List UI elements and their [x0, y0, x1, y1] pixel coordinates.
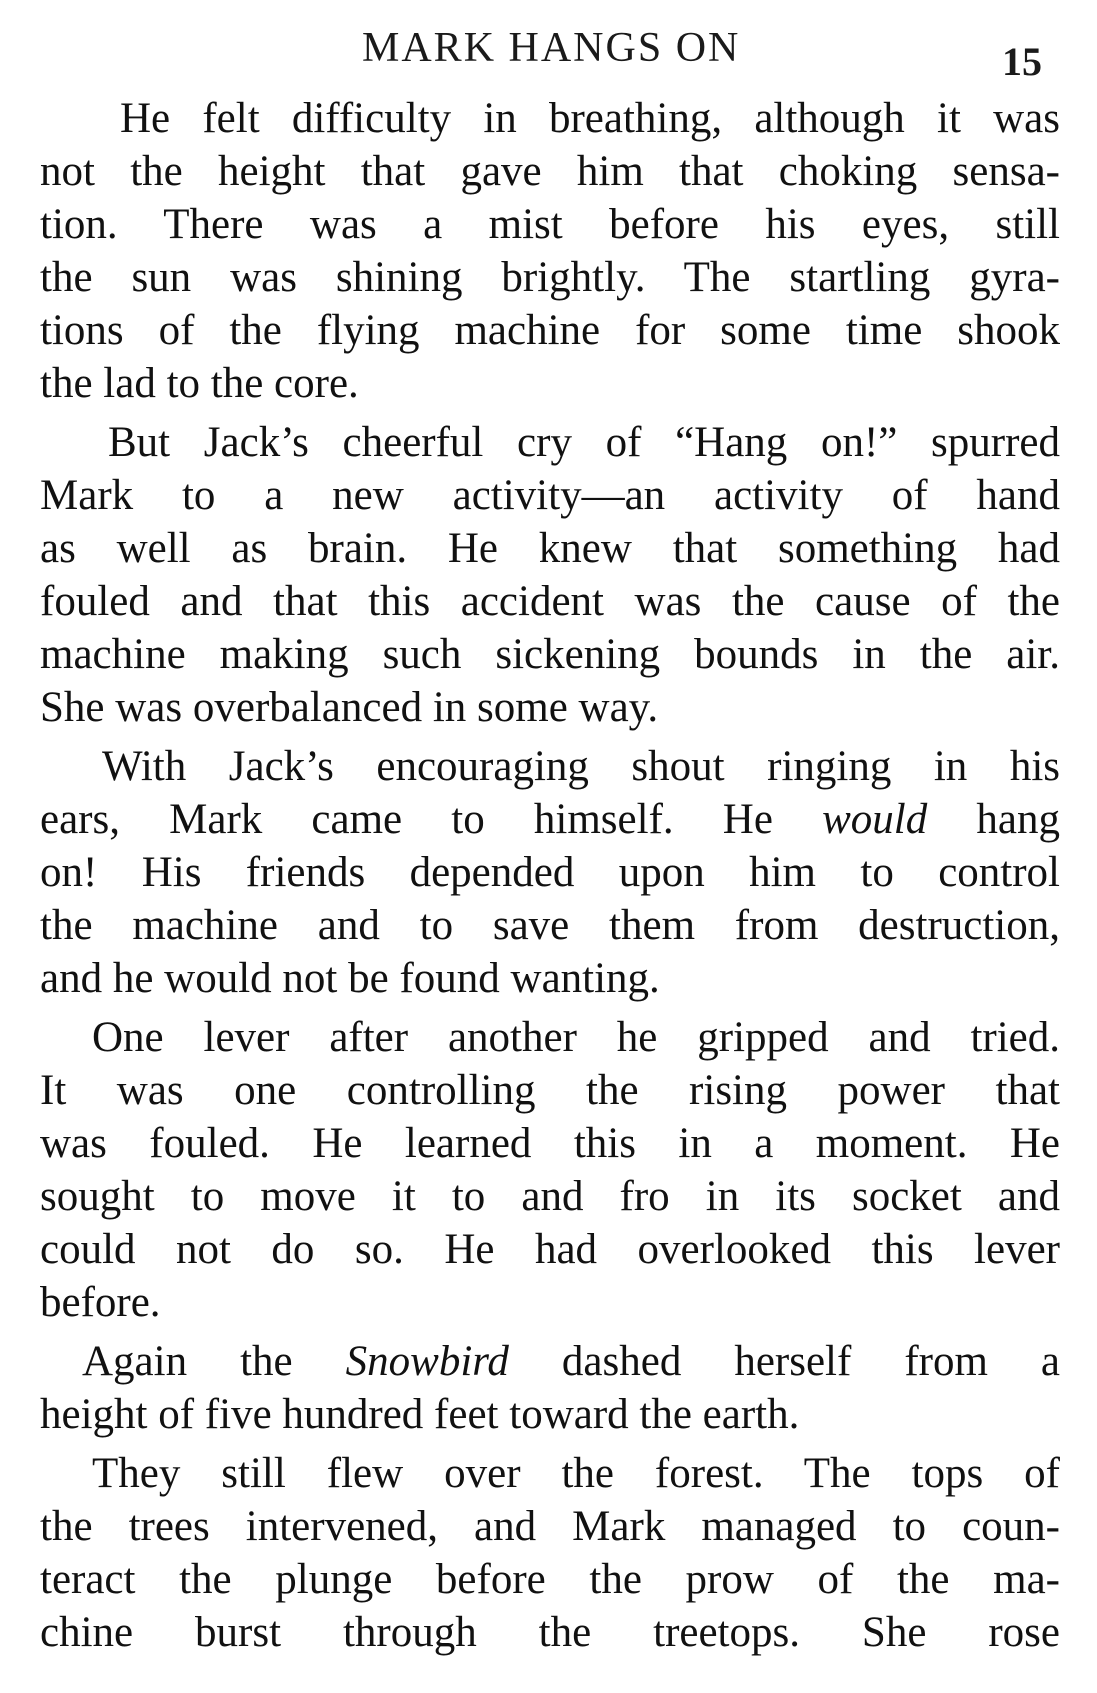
text-line: machine making such sickening bounds in the air. [40, 631, 1060, 678]
text-segment: hang [927, 796, 1060, 843]
text-line: But Jack’s cheerful cry of “Hang on!” spurred [108, 419, 1060, 466]
text-line: the lad to the core. [40, 360, 359, 407]
running-title: MARK HANGS ON [362, 25, 741, 71]
text-line: and he would not be found wanting. [40, 955, 660, 1002]
paragraph [40, 92, 1060, 410]
paragraph [40, 1335, 1060, 1441]
text-line: before. [40, 1279, 161, 1326]
text-line: He felt difficulty in breathing, although it was [120, 95, 1060, 142]
text-line: One lever after another he gripped and tried. [92, 1014, 1060, 1061]
text-line: chine burst through the treetops. She rose [40, 1609, 1060, 1656]
paragraph [40, 740, 1060, 1005]
text-line: height of five hundred feet toward the earth. [40, 1391, 800, 1438]
body-text [40, 92, 1060, 1659]
text-line: They still flew over the forest. The tops of [92, 1450, 1060, 1497]
text-line: could not do so. He had overlooked this lever [40, 1226, 1060, 1273]
text-line: on! His friends depended upon him to control [40, 849, 1060, 896]
text-segment: Again the [82, 1338, 346, 1385]
italic-text: would [822, 796, 928, 843]
text-line [40, 1335, 1060, 1388]
paragraph [40, 416, 1060, 734]
text-line: Mark to a new activity—an activity of hand [40, 472, 1060, 519]
text-segment: dashed herself from a [508, 1338, 1060, 1385]
text-line: the trees intervened, and Mark managed to coun- [40, 1503, 1060, 1550]
text-line: It was one controlling the rising power that [40, 1067, 1060, 1114]
text-line: tion. There was a mist before his eyes, still [40, 201, 1060, 248]
text-line: She was overbalanced in some way. [40, 684, 659, 731]
text-line: the machine and to save them from destruction, [40, 902, 1060, 949]
text-line: With Jack’s encouraging shout ringing in his [102, 743, 1060, 790]
text-line: sought to move it to and fro in its socket and [40, 1173, 1060, 1220]
text-line: tions of the flying machine for some time shook [40, 307, 1060, 354]
text-line: the sun was shining brightly. The startling gyra- [40, 254, 1060, 301]
page-number: 15 [1002, 39, 1042, 84]
running-head [0, 20, 1097, 84]
paragraph [40, 1447, 1060, 1659]
text-line: was fouled. He learned this in a moment. He [40, 1120, 1060, 1167]
text-segment: ears, Mark came to himself. He [40, 796, 823, 843]
paragraph [40, 1011, 1060, 1329]
italic-text: Snowbird [345, 1338, 509, 1385]
text-line: not the height that gave him that choking sensa- [40, 148, 1060, 195]
text-line [40, 793, 1060, 846]
text-line: as well as brain. He knew that something had [40, 525, 1060, 572]
text-line: teract the plunge before the prow of the ma- [40, 1556, 1060, 1603]
text-line: fouled and that this accident was the cause of the [40, 578, 1060, 625]
